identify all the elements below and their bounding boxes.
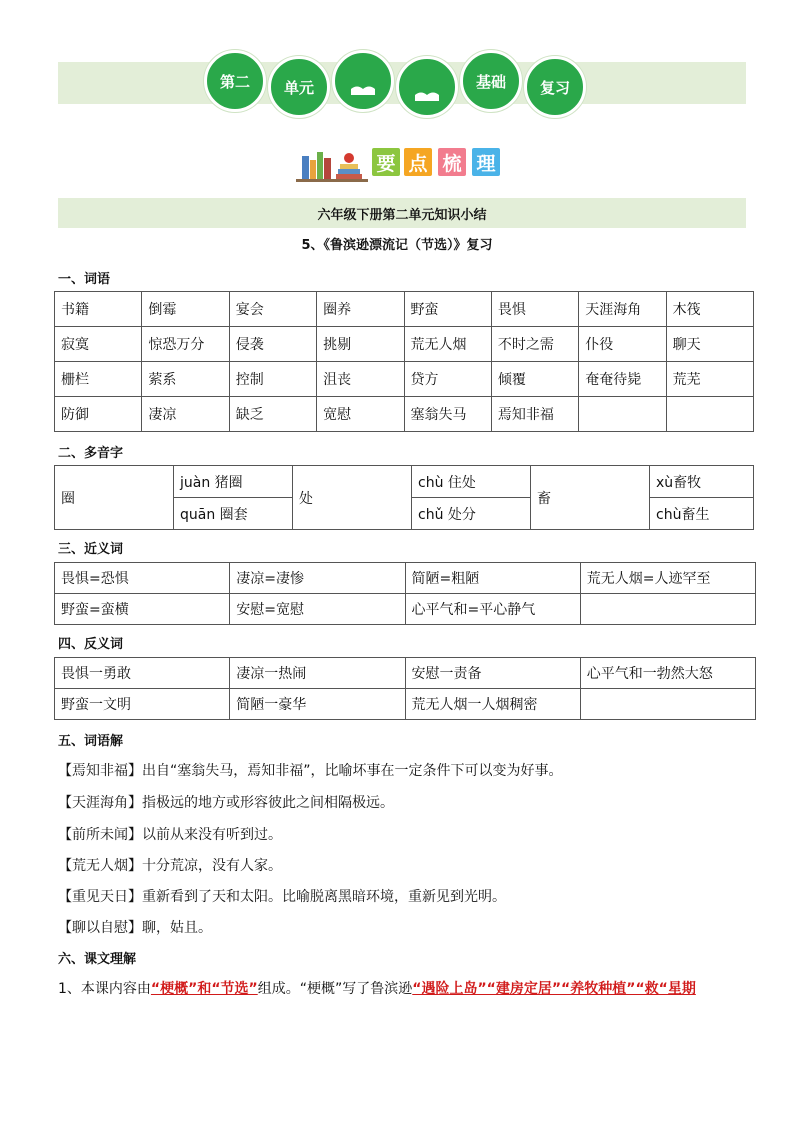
polyphone-char: 畜 [531,466,650,530]
section-title-antonyms: 四、反义词 [58,637,124,652]
word-cell: 荒无人烟 [404,327,491,362]
book-icon [350,85,376,95]
understanding-text: 1、本课内容由 [58,981,151,997]
header-circle-2 [268,56,330,118]
explanation-line: 【重见天日】重新看到了天和太阳。比喻脱离黑暗环境，重新见到光明。 [58,889,506,905]
word-cell: 凄凉 [142,397,229,432]
section-title-understanding: 六、课文理解 [58,952,137,967]
word-cell: 贷方 [404,362,491,397]
word-cell: 控制 [229,362,316,397]
word-cell: 倾覆 [491,362,578,397]
doc-title: 六年级下册第二单元知识小结 [317,207,487,223]
word-cell [666,397,753,432]
antonym-cell: 安慰一责备 [405,658,580,689]
logo-char-text: 梳 [442,152,462,175]
explanation-line: 【聊以自慰】聊，姑且。 [58,920,212,936]
table-row [55,327,754,362]
explanation-line: 【前所未闻】以前从来没有听到过。 [58,827,282,843]
table-row [55,689,756,720]
polyphone-reading: xù畜牧 [650,466,754,498]
synonym-cell: 凄凉=凄惨 [230,563,405,594]
header-circle-5 [460,50,522,112]
words-table [54,291,754,432]
logo-char-2 [404,148,432,176]
word-cell: 天涯海角 [579,292,666,327]
synonyms-table [54,562,756,625]
word-cell: 萦系 [142,362,229,397]
word-cell: 圈养 [317,292,404,327]
antonyms-table [54,657,756,720]
antonym-cell: 凄凉一热闹 [230,658,405,689]
section-title-polyphones: 二、多音字 [58,446,124,461]
synonym-cell: 荒无人烟=人迹罕至 [580,563,755,594]
word-cell: 野蛮 [404,292,491,327]
word-cell: 荒芜 [666,362,753,397]
table-row [55,292,754,327]
synonym-cell: 安慰=宽慰 [230,594,405,625]
header-circle-text: 单元 [283,78,314,97]
logo-char-3 [438,148,466,176]
antonym-cell: 畏惧一勇敢 [55,658,230,689]
polyphone-reading: juàn 猪圈 [174,466,293,498]
word-cell: 沮丧 [317,362,404,397]
word-cell: 奄奄待毙 [579,362,666,397]
antonym-cell: 荒无人烟一人烟稠密 [405,689,580,720]
word-cell: 焉知非福 [491,397,578,432]
word-cell: 不时之需 [491,327,578,362]
synonym-cell: 简陋=粗陋 [405,563,580,594]
antonym-cell: 野蛮一文明 [55,689,230,720]
antonym-cell: 心平气和一勃然大怒 [580,658,755,689]
synonym-cell: 畏惧=恐惧 [55,563,230,594]
word-cell: 惊恐万分 [142,327,229,362]
table-row [55,594,756,625]
header-circle-text: 第二 [219,72,250,91]
word-cell: 侵袭 [229,327,316,362]
polyphone-reading: chù 住处 [412,466,531,498]
word-cell: 聊天 [666,327,753,362]
word-cell: 防御 [55,397,142,432]
logo-char-text: 点 [408,152,428,175]
book-icon [414,91,440,101]
table-row [55,563,756,594]
table-row [55,362,754,397]
header-circle-6 [524,56,586,118]
table-row [55,397,754,432]
word-cell: 书籍 [55,292,142,327]
logo-char-1 [372,148,400,176]
logo-char-text: 理 [476,152,496,175]
polyphone-char: 处 [293,466,412,530]
synonym-cell: 心平气和=平心静气 [405,594,580,625]
understanding-highlight: “梗概”和“节选” [150,981,258,997]
section-title-synonyms: 三、近义词 [58,542,124,557]
header-circle-text: 复习 [539,78,570,97]
word-cell: 挑剔 [317,327,404,362]
explanation-line: 【焉知非福】出自“塞翁失马，焉知非福”，比喻坏事在一定条件下可以变为好事。 [58,763,563,779]
word-cell: 寂寞 [55,327,142,362]
header-circle-text: 基础 [475,72,506,91]
section-title-explanations: 五、词语解 [58,734,124,749]
polyphone-reading: quān 圈套 [174,498,293,530]
antonym-cell [580,689,755,720]
logo-char-text: 要 [376,152,396,175]
word-cell: 倒霉 [142,292,229,327]
doc-subtitle: 5、《鲁滨逊漂流记（节选）》复习 [301,238,493,253]
understanding-line [58,978,748,998]
polyphone-reading: chù畜生 [650,498,754,530]
word-cell: 畏惧 [491,292,578,327]
antonym-cell: 简陋一豪华 [230,689,405,720]
logo-char-4 [472,148,500,176]
polyphone-char: 圈 [55,466,174,530]
header-circle-4 [396,56,458,118]
word-cell: 仆役 [579,327,666,362]
header-circle-3 [332,50,394,112]
polyphones-table [54,465,754,530]
synonym-cell: 野蛮=蛮横 [55,594,230,625]
word-cell: 塞翁失马 [404,397,491,432]
word-cell: 宴会 [229,292,316,327]
synonym-cell [580,594,755,625]
table-row [55,658,756,689]
understanding-text: 组成。“梗概”写了鲁滨逊 [257,981,413,997]
books-icon [296,146,368,184]
explanation-line: 【天涯海角】指极远的地方或形容彼此之间相隔极远。 [58,795,394,811]
header-circle-1 [204,50,266,112]
understanding-highlight: “遇险上岛”“建房定居”“养牧种植”“救“星期 [412,981,696,997]
word-cell: 宽慰 [317,397,404,432]
word-cell: 木筏 [666,292,753,327]
word-cell [579,397,666,432]
polyphone-reading: chǔ 处分 [412,498,531,530]
section-title-words: 一、词语 [58,272,111,287]
doc-title-bar [58,198,746,228]
word-cell: 栅栏 [55,362,142,397]
word-cell: 缺乏 [229,397,316,432]
explanation-line: 【荒无人烟】十分荒凉，没有人家。 [58,858,282,874]
